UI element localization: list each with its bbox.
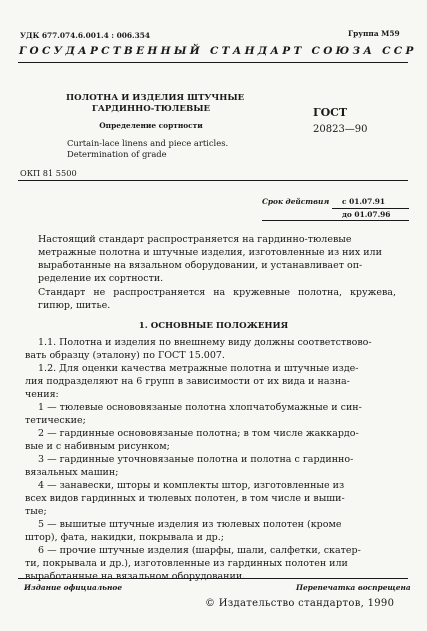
gost-label: ГОСТ	[313, 106, 348, 119]
intro-line: Настоящий стандарт распространяется на гардинно-тюлевые	[38, 234, 352, 245]
body-paragraph	[0, 0, 1, 1]
english-title-line2: Determination of grade	[67, 149, 167, 159]
validity-from: с 01.07.91	[342, 197, 386, 206]
body-line: 3 — гардинные уточновязаные полотна и полотна с гардинно-	[38, 454, 354, 465]
body-line: ти, покрывала и др.), изготовленные из гардинных полотен или	[25, 558, 348, 569]
intro-line: метражные полотна и штучные изделия, изготовленные из них или	[38, 247, 382, 258]
standard-title: ГОСУДАРСТВЕННЫЙ СТАНДАРТ СОЮЗА ССР	[19, 45, 417, 57]
body-line: 6 — прочие штучные изделия (шарфы, шали, салфетки, скатер-	[38, 545, 361, 556]
section-body-paragraphs	[0, 0, 1, 1]
doc-subtitle: Определение сортности	[99, 121, 203, 130]
footer-reprint-notice: Перепечатка воспрещена	[296, 583, 411, 592]
gost-number: 20823—90	[313, 124, 368, 135]
okp-rule	[18, 180, 408, 181]
footer-copyright: © Издательство стандартов, 1990	[205, 598, 395, 609]
intro-paragraph	[38, 233, 396, 285]
okp-code: ОКП 81 5500	[20, 168, 77, 178]
body-line: вые и с набивным рисунком;	[25, 441, 170, 452]
body-line: чения:	[25, 389, 59, 400]
udk-code: УДК 677.074.6.001.4 : 006.354	[20, 31, 151, 40]
body-line: 1 — тюлевые основовязаные полотна хлопчатобумажные и син-	[38, 402, 362, 413]
body-line: вязальных машин;	[25, 467, 119, 478]
group-code: Группа М59	[348, 29, 400, 38]
body-line: штор), фата, накидки, покрывала и др.;	[25, 532, 224, 543]
body-line: 4 — занавески, шторы и комплекты штор, изготовленные из	[38, 480, 345, 491]
scope-exclusion-text: Стандарт не распространяется на кружевные полотна, кружева, гипюр, шитье.	[38, 287, 396, 311]
validity-to: до 01.07.96	[342, 210, 391, 219]
section-body	[25, 336, 396, 583]
body-line: тетические;	[25, 415, 86, 426]
section-title: 1. ОСНОВНЫЕ ПОЛОЖЕНИЯ	[138, 321, 289, 331]
doc-title-line1: ПОЛОТНА И ИЗДЕЛИЯ ШТУЧНЫЕ	[66, 93, 245, 103]
doc-title-line2: ГАРДИННО-ТЮЛЕВЫЕ	[91, 104, 211, 114]
validity-bottom-rule	[262, 220, 409, 221]
body-line: тые;	[25, 506, 47, 517]
body-line: 1.1. Полотна и изделия по внешнему виду должны соответствово-	[38, 337, 372, 348]
footer-official-edition: Издание официальное	[24, 583, 123, 592]
body-line: 1.2. Для оценки качества метражные полотна и штучные изде-	[38, 363, 359, 374]
body-line: вать образцу (эталону) по ГОСТ 15.007.	[25, 350, 225, 361]
intro-line: выработанные на вязальном оборудовании, и устанавливает оп-	[38, 260, 363, 271]
body-line: 2 — гардинные основовязаные полотна; в том числе жаккардо-	[38, 428, 359, 439]
footer-rule	[18, 578, 408, 579]
scope-exclusion-paragraph	[38, 286, 396, 312]
header-rule	[18, 62, 408, 63]
validity-rule	[332, 208, 409, 209]
body-line: лия подразделяют на 6 групп в зависимости от их вида и назна-	[25, 376, 350, 387]
intro-line: ределение их сортности.	[38, 273, 164, 284]
validity-label: Срок действия	[262, 197, 330, 206]
english-title-line1: Curtain-lace linens and piece articles.	[67, 138, 229, 148]
body-line: выработанные на вязальном оборудовании.	[25, 571, 246, 582]
body-line: всех видов гардинных и тюлевых полотен, в том числе и выши-	[25, 493, 345, 504]
body-line: 5 — вышитые штучные изделия из тюлевых полотен (кроме	[38, 519, 342, 530]
